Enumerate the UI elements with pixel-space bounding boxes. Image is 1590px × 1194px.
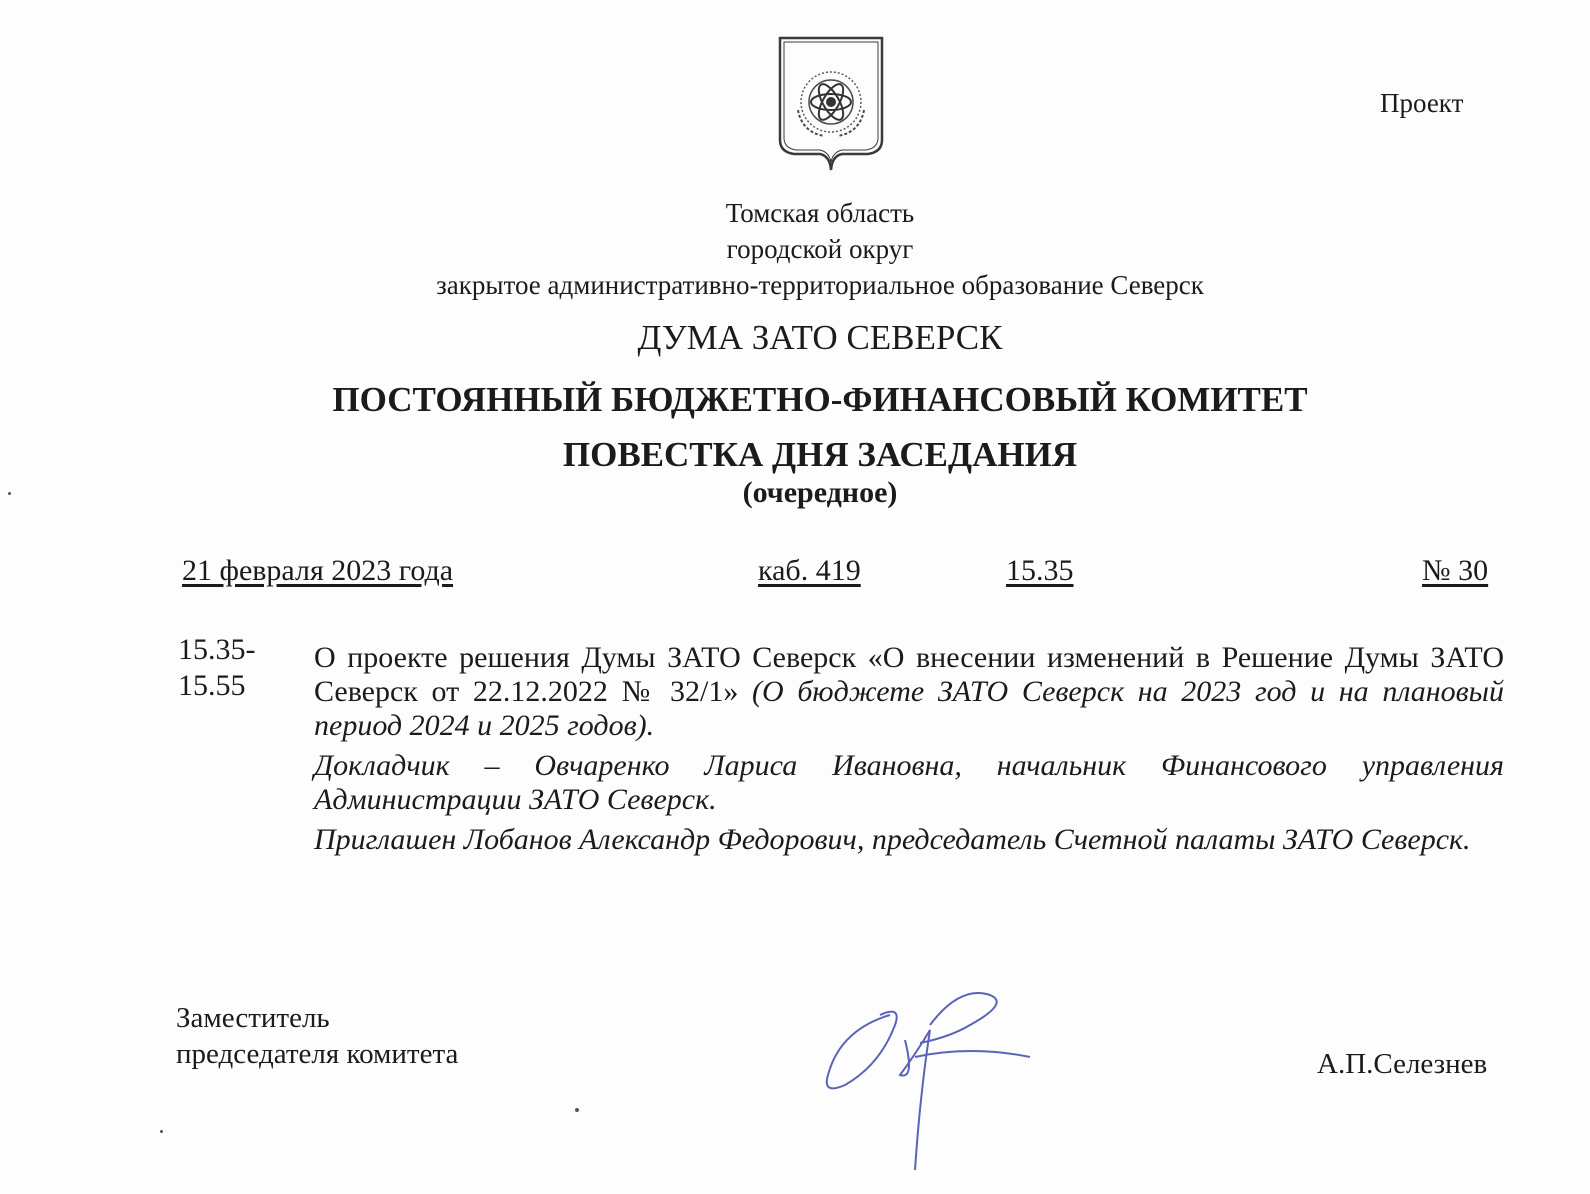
meeting-date: 21 февраля 2023 года [182, 554, 454, 587]
meeting-time: 15.35 [1006, 554, 1074, 587]
agenda-item-speaker [314, 749, 1504, 817]
agenda-item-invited [314, 823, 1504, 857]
agenda-item-time-end: 15.55 [178, 669, 246, 702]
agenda-title: ПОВЕСТКА ДНЯ ЗАСЕДАНИЯ [562, 435, 1078, 474]
district-line: городской округ [726, 234, 914, 264]
duma-title: ДУМА ЗАТО СЕВЕРСК [637, 318, 1003, 357]
committee-title: ПОСТОЯННЫЙ БЮДЖЕТНО-ФИНАНСОВЫЙ КОМИТЕТ [332, 380, 1308, 419]
signatory-name: А.П.Селезнев [1317, 1048, 1488, 1080]
scan-speck [575, 1108, 579, 1112]
agenda-item-speaker-text: Докладчик – Овчаренко Лариса Ивановна, начальник Финансового управления Администрации ЗАТО Северск. [314, 749, 1504, 816]
region-line: Томская область [725, 198, 915, 228]
agenda-item-time [178, 632, 278, 704]
signatory-position-line1: Заместитель [176, 1002, 330, 1034]
signatory-position [176, 1000, 458, 1072]
draft-label: Проект [1380, 88, 1464, 118]
session-type: (очередное) [742, 476, 898, 509]
scan-speck [160, 1130, 163, 1133]
meeting-number: № 30 [1422, 554, 1489, 587]
agenda-item-body [314, 641, 1504, 863]
coat-of-arms-emblem [776, 36, 886, 172]
agenda-item-title [314, 641, 1504, 743]
agenda-item-invited-text: Приглашен Лобанов Александр Федорович, председатель Счетной палаты ЗАТО Северск. [314, 823, 1471, 856]
handwritten-signature [820, 985, 1050, 1175]
scan-speck [8, 492, 11, 495]
agenda-item-text: О проекте решения Думы ЗАТО Северск «О внесении изменений в Решение Думы ЗАТО Северск от 22.12.2022 № 32/1» [314, 641, 1504, 708]
agenda-item-text-italic: (О бюджете ЗАТО Северск на 2023 год и на плановый период 2024 и 2025 годов). [314, 675, 1504, 742]
zato-line: закрытое административно-территориальное образование Северск [436, 270, 1204, 300]
agenda-item-time-start: 15.35- [178, 633, 256, 666]
signatory-position-line2: председателя комитета [176, 1038, 459, 1070]
meeting-room: каб. 419 [758, 554, 861, 587]
